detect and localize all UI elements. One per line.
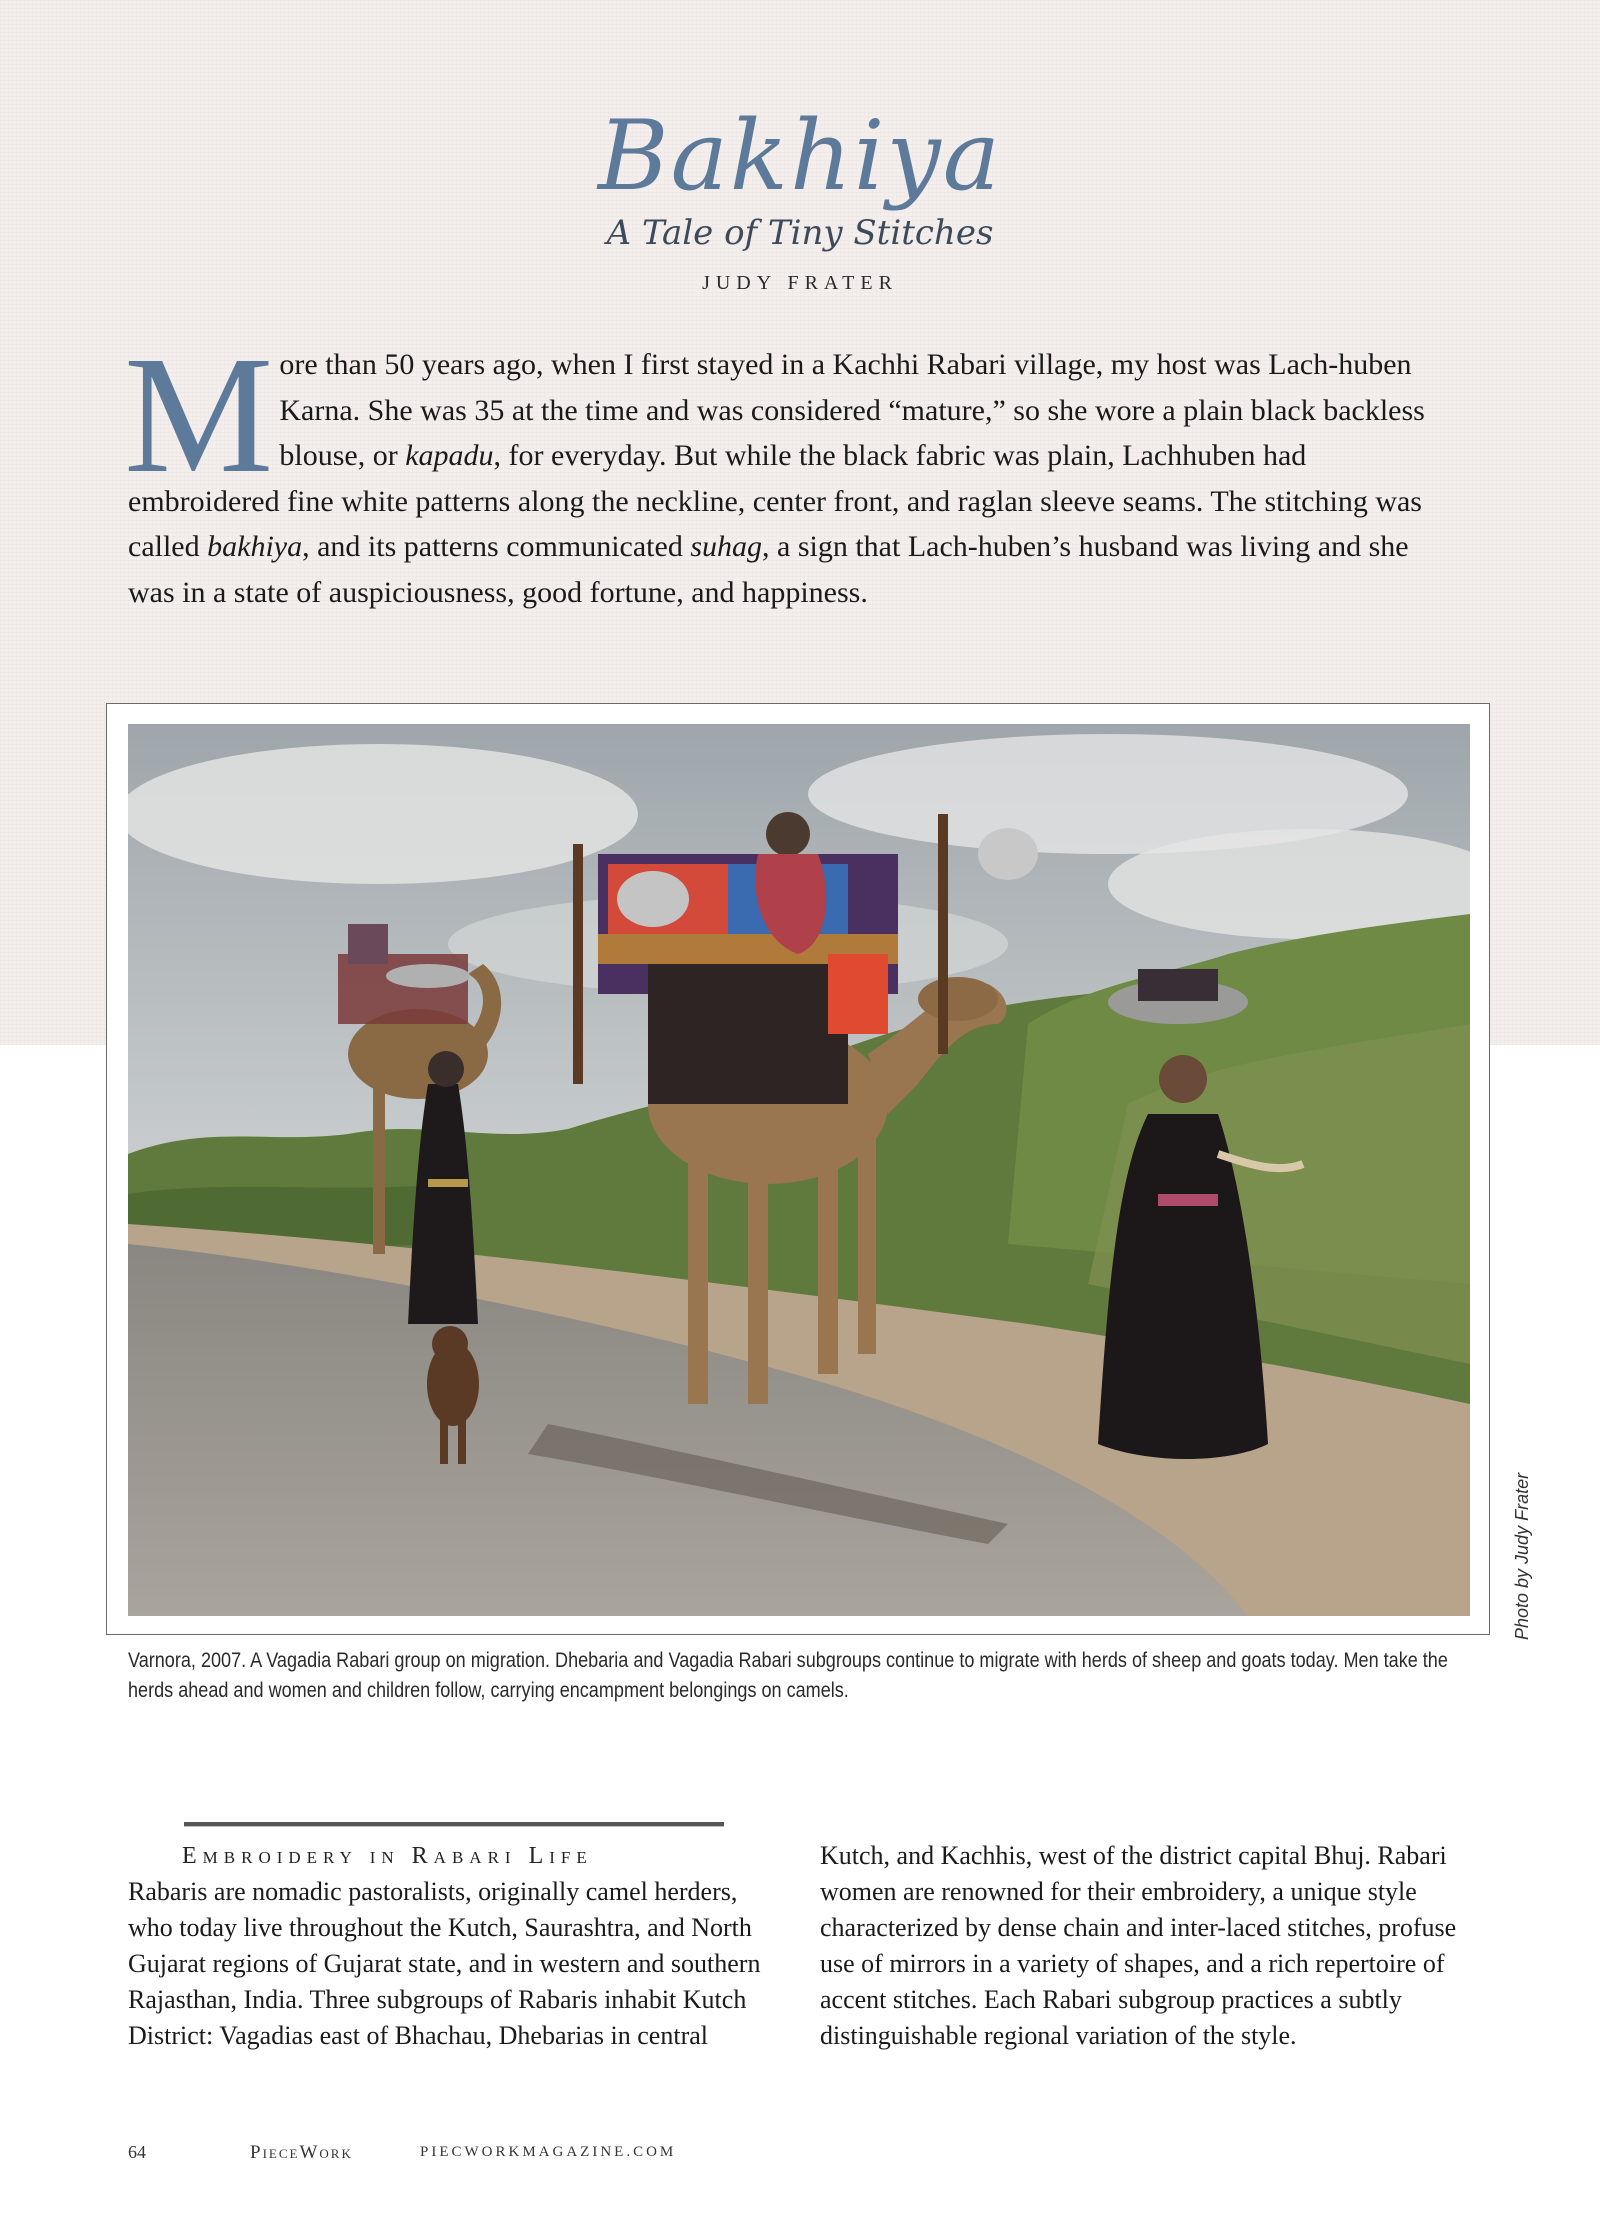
drop-cap: M (124, 322, 274, 508)
lede-text-4: , a sign that Lach-huben’s husband was living and she was in a state of auspiciousness, good fortune, and happiness. (128, 530, 1409, 609)
page-number: 64 (128, 2142, 146, 2162)
section-rule (184, 1822, 724, 1827)
lede-text-2: , for everyday. But while the black fabric was plain, Lachhuben had embroidered fine white patterns along the neckline, center front, and raglan sleeve seams. The stitching was called (128, 439, 1422, 563)
lede-term-bakhiya: bakhiya (207, 530, 303, 563)
migration-photo (128, 724, 1470, 1616)
lede-text-1: ore than 50 years ago, when I first stayed in a Kachhi Rabari village, my host was Lach-huben Karna. She was 35 at the time and was considered “mature,” so she wore a plain black backless blouse, or (279, 348, 1425, 472)
lede-text-3: , and its patterns communicated (302, 530, 691, 563)
article-author: JUDY FRATER (702, 272, 898, 294)
lede-term-suhag: suhag (690, 530, 763, 563)
article-title: Bakhiya (598, 100, 1002, 212)
lede-paragraph (124, 322, 1428, 615)
body-column-left (128, 1838, 768, 2054)
lede-term-kapadu: kapadu (405, 439, 494, 472)
magazine-url: PIECWORKMAGAZINE.COM (420, 2144, 677, 2160)
article-subtitle: A Tale of Tiny Stitches (606, 213, 994, 253)
body-text-right: Kutch, and Kachhis, west of the district capital Bhuj. Rabari women are renowned for their embroidery, a unique style characterized by dense chain and inter-laced stitches, profuse use of mirrors in a variety of shapes, and a rich repertoire of accent stitches. Each Rabari subgroup practices a subtly distinguishable regional variation of the style. (820, 1841, 1457, 2050)
body-text-left: Rabaris are nomadic pastoralists, originally camel herders, who today live throughout the Kutch, Saurashtra, and North Gujarat regions of Gujarat state, and in western and southern Rajasthan, India. Three subgroups of Rabaris inhabit Kutch District: Vagadias east of Bhachau, Dhebarias in central (128, 1877, 761, 2050)
body-column-right (820, 1838, 1460, 2054)
photo-credit: Photo by Judy Frater (1512, 1472, 1532, 1640)
photo-caption: Varnora, 2007. A Vagadia Rabari group on migration. Dhebaria and Vagadia Rabari subgroups continue to migrate with herds of sheep and goats today. Men take the herds ahead and women and children follow, carrying encampment belongings on camels. (128, 1649, 1448, 1702)
magazine-name: PieceWork (250, 2142, 353, 2163)
section-heading: Embroidery in Rabari Life (182, 1843, 593, 1869)
